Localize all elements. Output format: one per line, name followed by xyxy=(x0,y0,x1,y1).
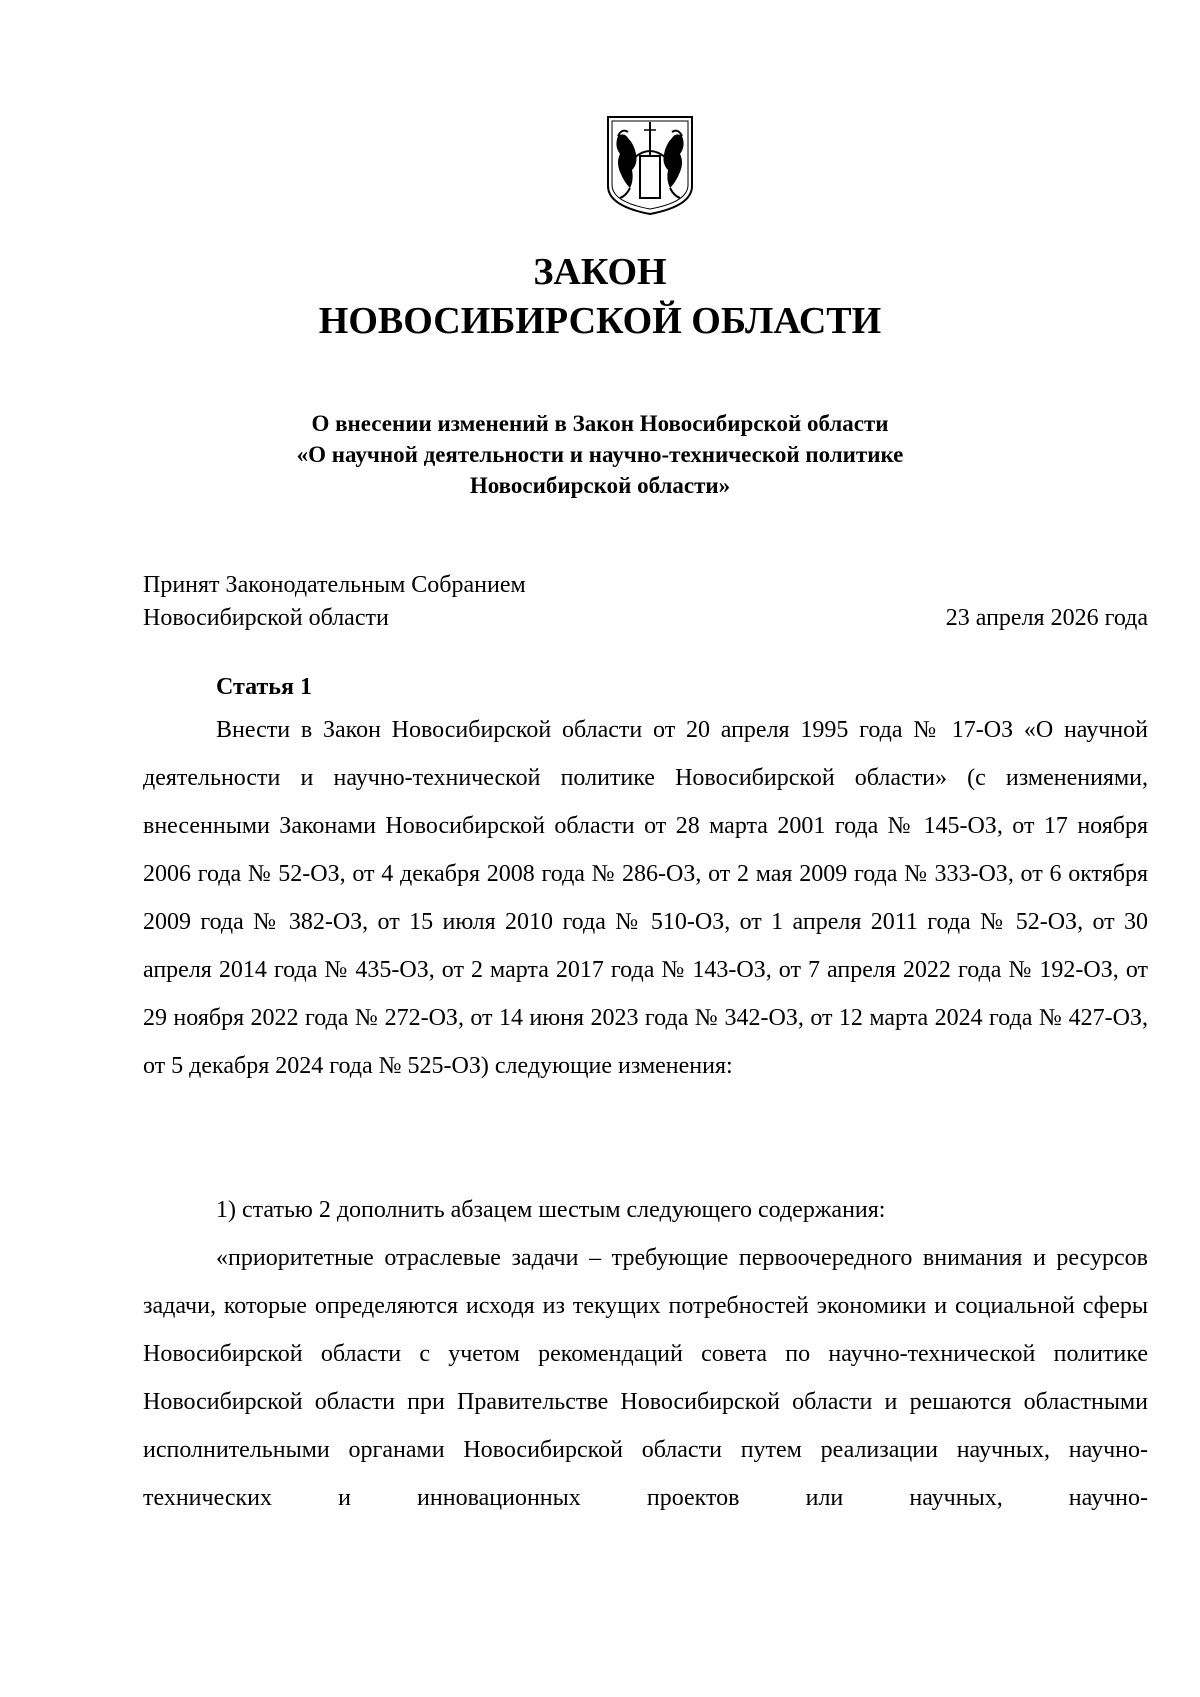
article-heading: Статья 1 xyxy=(216,674,312,700)
adoption-line-2: Новосибирской области xyxy=(143,605,389,631)
law-subject-line-2: «О научной деятельности и научно-технической политике xyxy=(296,442,904,467)
law-subject-line-1: О внесении изменений в Закон Новосибирской области xyxy=(311,411,889,436)
law-title-line-2: НОВОСИБИРСКОЙ ОБЛАСТИ xyxy=(318,300,882,342)
coat-of-arms-emblem xyxy=(604,114,696,216)
article-intro-text: Внести в Закон Новосибирской области от 20 апреля 1995 года № 17-ОЗ «О научной деятельности и научно-технической политике Новосибирской области» (с изменениями, внесенными Законами Новосибирской области от 28 марта 2001 года № 145-ОЗ, от 17 ноября 2006 года № 52-ОЗ, от 4 декабря 2008 года № 286-ОЗ, от 2 мая 2009 года № 333-ОЗ, от 6 октября 2009 года № 382-ОЗ, от 15 июля 2010 года № 510-ОЗ, от 1 апреля 2011 года № 52-ОЗ, от 30 апреля 2014 года № 435-ОЗ, от 2 марта 2017 года № 143-ОЗ, от 7 апреля 2022 года № 192-ОЗ, от 29 ноября 2022 года № 272-ОЗ, от 14 июня 2023 года № 342-ОЗ, от 12 марта 2024 года № 427-ОЗ, от 5 декабря 2024 года № 525-ОЗ) следующие изменения: xyxy=(143,717,1148,1079)
law-subject-line-3: Новосибирской области» xyxy=(469,473,731,498)
law-subject xyxy=(150,408,1050,501)
quoted-definition-paragraph xyxy=(143,1234,1148,1522)
quoted-definition-text: «приоритетные отраслевые задачи – требующие первоочередного внимания и ресурсов задачи, которые определяются исходя из текущих потребностей экономики и социальной сферы Новосибирской области с учетом рекомендаций совета по научно-технической политике Новосибирской области при Правительстве Новосибирской области и решаются областными исполнительными органами Новосибирской области путем реализации научных, научно-технических и инновационных проектов или научных, научно- xyxy=(143,1245,1148,1511)
law-title-line-1: ЗАКОН xyxy=(533,251,667,293)
adoption-line-1: Принят Законодательным Собранием xyxy=(143,572,526,598)
article-intro-paragraph xyxy=(143,706,1148,1090)
adoption-note xyxy=(143,569,526,635)
item-1-paragraph xyxy=(143,1186,1148,1234)
adoption-date: 23 апреля 2026 года xyxy=(945,605,1148,631)
item-1-text: 1) статью 2 дополнить абзацем шестым следующего содержания: xyxy=(216,1197,886,1223)
